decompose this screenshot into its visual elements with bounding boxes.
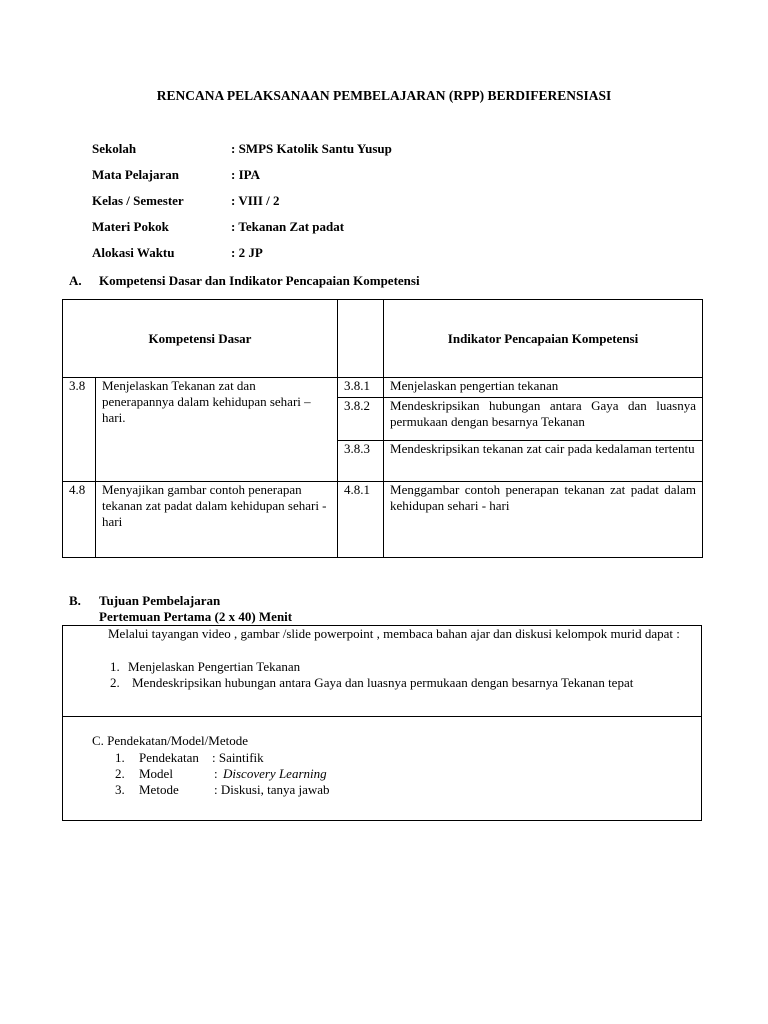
header-kd: Kompetensi Dasar [63,300,338,378]
kd-number: 3.8 [63,378,96,482]
identity-label: Kelas / Semester [92,193,184,208]
list-number: 1. [115,750,125,765]
list-value: : Diskusi, tanya jawab [214,782,330,797]
section-a-letter: A. [69,273,82,288]
identity-value: : VIII / 2 [231,193,280,208]
identity-value: : IPA [231,167,261,182]
section-b-title: Tujuan Pembelajaran [99,593,221,608]
list-number: 2. [115,766,125,781]
identity-value: : 2 JP [231,245,263,260]
list-text: Menjelaskan Pengertian Tekanan [128,659,301,674]
header-blank [338,300,384,378]
list-number: 2. [110,675,120,690]
list-label: Pendekatan [139,750,199,765]
kd-text: Menyajikan gambar contoh penerapan tekanan zat padat dalam kehidupan sehari - hari [96,482,338,558]
indicator-number: 4.8.1 [338,482,384,558]
indicator-text: Menjelaskan pengertian tekanan [384,378,703,398]
list-item [115,766,327,782]
identity-label: Sekolah [92,141,137,156]
identity-label: Alokasi Waktu [92,245,175,260]
indicator-text: Menggambar contoh penerapan tekanan zat padat dalam kehidupan sehari - hari [384,482,703,558]
kd-number: 4.8 [63,482,96,558]
indicator-number: 3.8.3 [338,441,384,482]
list-number: 1. [110,659,120,674]
indicator-text: Mendeskripsikan tekanan zat cair pada kedalaman tertentu [384,441,703,482]
list-text: Mendeskripsikan hubungan antara Gaya dan luasnya permukaan dengan besarnya Tekanan tepat [132,675,634,690]
table-row [63,378,703,398]
kd-text: Menjelaskan Tekanan zat dan penerapannya dalam kehidupan sehari – hari. [96,378,338,482]
section-a-title: Kompetensi Dasar dan Indikator Pencapaian Kompetensi [99,273,420,288]
indicator-number: 3.8.1 [338,378,384,398]
header-ipk: Indikator Pencapaian Kompetensi [384,300,703,378]
table-header-row [63,300,703,378]
list-value-prefix: : [214,766,218,781]
identity-value: : SMPS Katolik Santu Yusup [231,141,392,156]
list-item [115,782,330,798]
list-item [115,750,264,766]
indicator-number: 3.8.2 [338,398,384,441]
table-row [63,482,703,558]
list-label: Metode [139,782,179,797]
list-value: : Saintifik [212,750,264,765]
identity-label: Mata Pelajaran [92,167,180,182]
indicator-text: Mendeskripsikan hubungan antara Gaya dan luasnya permukaan dengan besarnya Tekanan [384,398,703,441]
list-label: Model [139,766,173,781]
objectives-intro: Melalui tayangan video , gambar /slide powerpoint , membaca bahan ajar dan diskusi kelompok murid dapat : [108,626,680,641]
page-title: RENCANA PELAKSANAAN PEMBELAJARAN (RPP) BERDIFERENSIASI [156,88,612,103]
section-c-title: C. Pendekatan/Model/Metode [92,733,248,748]
identity-value: : Tekanan Zat padat [231,219,345,234]
section-b-letter: B. [69,593,81,608]
identity-label: Materi Pokok [92,219,169,234]
list-value: Discovery Learning [223,766,327,781]
list-number: 3. [115,782,125,797]
list-item [110,675,633,691]
competency-table [62,299,703,558]
list-item [110,659,300,675]
section-b-subtitle: Pertemuan Pertama (2 x 40) Menit [99,609,293,624]
